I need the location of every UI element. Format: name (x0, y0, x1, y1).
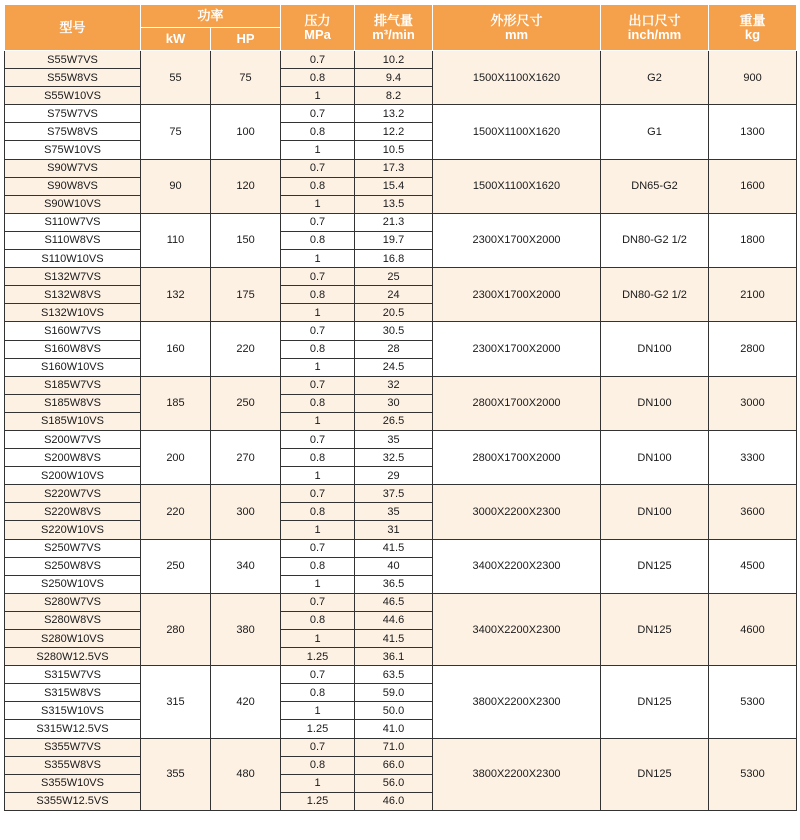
table-header (5, 5, 797, 51)
power-hp-cell: 100 (211, 105, 281, 159)
pressure-cell: 1 (281, 141, 355, 159)
header-power: 功率 (141, 5, 281, 28)
model-cell: S132W7VS (5, 268, 141, 286)
power-hp-cell: 300 (211, 485, 281, 539)
weight-cell: 4600 (709, 593, 797, 665)
power-kw-cell: 55 (141, 51, 211, 105)
flow-cell: 13.5 (355, 195, 433, 213)
table-row (5, 539, 797, 557)
flow-cell: 10.5 (355, 141, 433, 159)
dimensions-cell: 3400X2200X2300 (433, 593, 601, 665)
pressure-cell: 1 (281, 195, 355, 213)
flow-cell: 50.0 (355, 702, 433, 720)
flow-cell: 19.7 (355, 231, 433, 249)
model-cell: S55W10VS (5, 87, 141, 105)
power-kw-cell: 200 (141, 430, 211, 484)
pressure-cell: 0.7 (281, 51, 355, 69)
pressure-cell: 0.8 (281, 394, 355, 412)
model-cell: S280W7VS (5, 593, 141, 611)
pressure-cell: 0.8 (281, 286, 355, 304)
power-kw-cell: 220 (141, 485, 211, 539)
model-cell: S75W10VS (5, 141, 141, 159)
flow-cell: 9.4 (355, 69, 433, 87)
flow-cell: 36.5 (355, 575, 433, 593)
pressure-cell: 0.8 (281, 449, 355, 467)
header-outlet-label: 出口尺寸 (628, 12, 681, 28)
power-kw-cell: 90 (141, 159, 211, 213)
outlet-cell: DN125 (601, 666, 709, 738)
model-cell: S185W10VS (5, 412, 141, 430)
header-outlet (601, 5, 709, 51)
pressure-cell: 0.8 (281, 756, 355, 774)
flow-cell: 56.0 (355, 774, 433, 792)
spec-table (4, 4, 797, 811)
flow-cell: 15.4 (355, 177, 433, 195)
weight-cell: 5300 (709, 738, 797, 810)
flow-cell: 8.2 (355, 87, 433, 105)
pressure-cell: 0.8 (281, 503, 355, 521)
power-hp-cell: 220 (211, 322, 281, 376)
pressure-cell: 1 (281, 467, 355, 485)
table-row (5, 159, 797, 177)
weight-cell: 900 (709, 51, 797, 105)
header-kw: kW (141, 28, 211, 51)
table-row (5, 268, 797, 286)
header-outlet-unit: inch/mm (627, 26, 682, 42)
flow-cell: 41.5 (355, 630, 433, 648)
pressure-cell: 0.8 (281, 123, 355, 141)
pressure-cell: 0.7 (281, 666, 355, 684)
weight-cell: 3300 (709, 430, 797, 484)
flow-cell: 30.5 (355, 322, 433, 340)
outlet-cell: DN100 (601, 430, 709, 484)
outlet-cell: DN100 (601, 376, 709, 430)
pressure-cell: 0.8 (281, 684, 355, 702)
model-cell: S220W10VS (5, 521, 141, 539)
power-kw-cell: 250 (141, 539, 211, 593)
header-hp: HP (211, 28, 281, 51)
model-cell: S185W7VS (5, 376, 141, 394)
weight-cell: 1300 (709, 105, 797, 159)
model-cell: S315W10VS (5, 702, 141, 720)
outlet-cell: DN100 (601, 322, 709, 376)
flow-cell: 71.0 (355, 738, 433, 756)
pressure-cell: 0.7 (281, 268, 355, 286)
table-row (5, 376, 797, 394)
weight-cell: 1600 (709, 159, 797, 213)
weight-cell: 4500 (709, 539, 797, 593)
flow-cell: 10.2 (355, 51, 433, 69)
power-kw-cell: 280 (141, 593, 211, 665)
pressure-cell: 0.8 (281, 611, 355, 629)
pressure-cell: 0.7 (281, 539, 355, 557)
weight-cell: 3000 (709, 376, 797, 430)
pressure-cell: 0.7 (281, 159, 355, 177)
model-cell: S90W8VS (5, 177, 141, 195)
outlet-cell: DN65-G2 (601, 159, 709, 213)
outlet-cell: DN125 (601, 593, 709, 665)
flow-cell: 32.5 (355, 449, 433, 467)
power-kw-cell: 132 (141, 268, 211, 322)
model-cell: S160W7VS (5, 322, 141, 340)
dimensions-cell: 1500X1100X1620 (433, 105, 601, 159)
flow-cell: 17.3 (355, 159, 433, 177)
power-kw-cell: 355 (141, 738, 211, 810)
pressure-cell: 0.7 (281, 322, 355, 340)
flow-cell: 35 (355, 430, 433, 448)
model-cell: S280W12.5VS (5, 648, 141, 666)
flow-cell: 28 (355, 340, 433, 358)
model-cell: S355W7VS (5, 738, 141, 756)
pressure-cell: 1 (281, 358, 355, 376)
weight-cell: 3600 (709, 485, 797, 539)
power-kw-cell: 75 (141, 105, 211, 159)
table-row (5, 105, 797, 123)
pressure-cell: 0.7 (281, 593, 355, 611)
dimensions-cell: 2800X1700X2000 (433, 376, 601, 430)
flow-cell: 24 (355, 286, 433, 304)
power-kw-cell: 160 (141, 322, 211, 376)
model-cell: S315W8VS (5, 684, 141, 702)
pressure-cell: 0.7 (281, 213, 355, 231)
dimensions-cell: 3800X2200X2300 (433, 666, 601, 738)
model-cell: S250W8VS (5, 557, 141, 575)
model-cell: S160W10VS (5, 358, 141, 376)
model-cell: S110W8VS (5, 231, 141, 249)
flow-cell: 35 (355, 503, 433, 521)
table-body (5, 51, 797, 811)
pressure-cell: 0.8 (281, 231, 355, 249)
model-cell: S185W8VS (5, 394, 141, 412)
pressure-cell: 1 (281, 521, 355, 539)
pressure-cell: 0.8 (281, 340, 355, 358)
flow-cell: 44.6 (355, 611, 433, 629)
weight-cell: 2800 (709, 322, 797, 376)
model-cell: S200W8VS (5, 449, 141, 467)
table-row (5, 738, 797, 756)
dimensions-cell: 2300X1700X2000 (433, 268, 601, 322)
dimensions-cell: 2300X1700X2000 (433, 322, 601, 376)
table-row (5, 322, 797, 340)
pressure-cell: 1.25 (281, 648, 355, 666)
pressure-cell: 1 (281, 630, 355, 648)
flow-cell: 40 (355, 557, 433, 575)
pressure-cell: 1.25 (281, 720, 355, 738)
pressure-cell: 1 (281, 575, 355, 593)
flow-cell: 46.0 (355, 792, 433, 810)
header-pressure-label: 压力 (304, 12, 331, 28)
power-hp-cell: 380 (211, 593, 281, 665)
dimensions-cell: 1500X1100X1620 (433, 51, 601, 105)
model-cell: S132W10VS (5, 304, 141, 322)
flow-cell: 20.5 (355, 304, 433, 322)
model-cell: S75W7VS (5, 105, 141, 123)
dimensions-cell: 1500X1100X1620 (433, 159, 601, 213)
table-row (5, 430, 797, 448)
flow-cell: 12.2 (355, 123, 433, 141)
dimensions-cell: 2300X1700X2000 (433, 213, 601, 267)
model-cell: S90W10VS (5, 195, 141, 213)
header-pressure-unit: MPa (304, 26, 331, 42)
table-row (5, 485, 797, 503)
outlet-cell: G2 (601, 51, 709, 105)
header-dims-unit: mm (504, 26, 529, 42)
model-cell: S250W7VS (5, 539, 141, 557)
pressure-cell: 1 (281, 250, 355, 268)
pressure-cell: 1 (281, 412, 355, 430)
model-cell: S200W7VS (5, 430, 141, 448)
pressure-cell: 0.8 (281, 557, 355, 575)
model-cell: S110W10VS (5, 250, 141, 268)
table-row (5, 666, 797, 684)
pressure-cell: 0.7 (281, 738, 355, 756)
flow-cell: 37.5 (355, 485, 433, 503)
model-cell: S75W8VS (5, 123, 141, 141)
model-cell: S280W8VS (5, 611, 141, 629)
header-dims (433, 5, 601, 51)
outlet-cell: DN100 (601, 485, 709, 539)
pressure-cell: 1 (281, 774, 355, 792)
pressure-cell: 1.25 (281, 792, 355, 810)
weight-cell: 2100 (709, 268, 797, 322)
outlet-cell: DN125 (601, 539, 709, 593)
model-cell: S220W8VS (5, 503, 141, 521)
flow-cell: 30 (355, 394, 433, 412)
table-row (5, 213, 797, 231)
flow-cell: 21.3 (355, 213, 433, 231)
header-pressure (281, 5, 355, 51)
model-cell: S315W12.5VS (5, 720, 141, 738)
dimensions-cell: 3800X2200X2300 (433, 738, 601, 810)
model-cell: S355W8VS (5, 756, 141, 774)
flow-cell: 26.5 (355, 412, 433, 430)
flow-cell: 32 (355, 376, 433, 394)
model-cell: S160W8VS (5, 340, 141, 358)
power-kw-cell: 110 (141, 213, 211, 267)
power-hp-cell: 120 (211, 159, 281, 213)
outlet-cell: DN80-G2 1/2 (601, 268, 709, 322)
header-flow (355, 5, 433, 51)
model-cell: S110W7VS (5, 213, 141, 231)
model-cell: S250W10VS (5, 575, 141, 593)
flow-cell: 29 (355, 467, 433, 485)
model-cell: S315W7VS (5, 666, 141, 684)
dimensions-cell: 3400X2200X2300 (433, 539, 601, 593)
power-hp-cell: 480 (211, 738, 281, 810)
power-kw-cell: 315 (141, 666, 211, 738)
pressure-cell: 0.8 (281, 69, 355, 87)
flow-cell: 16.8 (355, 250, 433, 268)
power-hp-cell: 420 (211, 666, 281, 738)
dimensions-cell: 3000X2200X2300 (433, 485, 601, 539)
power-hp-cell: 250 (211, 376, 281, 430)
model-cell: S355W10VS (5, 774, 141, 792)
flow-cell: 59.0 (355, 684, 433, 702)
pressure-cell: 0.7 (281, 430, 355, 448)
pressure-cell: 0.7 (281, 376, 355, 394)
flow-cell: 25 (355, 268, 433, 286)
model-cell: S90W7VS (5, 159, 141, 177)
flow-cell: 24.5 (355, 358, 433, 376)
model-cell: S355W12.5VS (5, 792, 141, 810)
flow-cell: 41.5 (355, 539, 433, 557)
outlet-cell: G1 (601, 105, 709, 159)
model-cell: S200W10VS (5, 467, 141, 485)
header-model: 型号 (5, 5, 141, 51)
outlet-cell: DN80-G2 1/2 (601, 213, 709, 267)
flow-cell: 66.0 (355, 756, 433, 774)
outlet-cell: DN125 (601, 738, 709, 810)
pressure-cell: 1 (281, 304, 355, 322)
power-kw-cell: 185 (141, 376, 211, 430)
pressure-cell: 0.8 (281, 177, 355, 195)
header-weight-label: 重量 (739, 12, 766, 28)
power-hp-cell: 75 (211, 51, 281, 105)
power-hp-cell: 175 (211, 268, 281, 322)
power-hp-cell: 340 (211, 539, 281, 593)
flow-cell: 31 (355, 521, 433, 539)
header-weight (709, 5, 797, 51)
header-flow-unit: m³/min (372, 26, 415, 42)
pressure-cell: 0.7 (281, 105, 355, 123)
power-hp-cell: 270 (211, 430, 281, 484)
header-weight-unit: kg (744, 26, 761, 42)
pressure-cell: 1 (281, 702, 355, 720)
weight-cell: 1800 (709, 213, 797, 267)
model-cell: S55W8VS (5, 69, 141, 87)
flow-cell: 63.5 (355, 666, 433, 684)
table-row (5, 593, 797, 611)
header-flow-label: 排气量 (374, 12, 414, 28)
flow-cell: 36.1 (355, 648, 433, 666)
weight-cell: 5300 (709, 666, 797, 738)
table-row (5, 51, 797, 69)
flow-cell: 13.2 (355, 105, 433, 123)
flow-cell: 41.0 (355, 720, 433, 738)
pressure-cell: 1 (281, 87, 355, 105)
model-cell: S55W7VS (5, 51, 141, 69)
dimensions-cell: 2800X1700X2000 (433, 430, 601, 484)
model-cell: S280W10VS (5, 630, 141, 648)
header-dims-label: 外形尺寸 (490, 12, 543, 28)
model-cell: S220W7VS (5, 485, 141, 503)
power-hp-cell: 150 (211, 213, 281, 267)
flow-cell: 46.5 (355, 593, 433, 611)
pressure-cell: 0.7 (281, 485, 355, 503)
model-cell: S132W8VS (5, 286, 141, 304)
